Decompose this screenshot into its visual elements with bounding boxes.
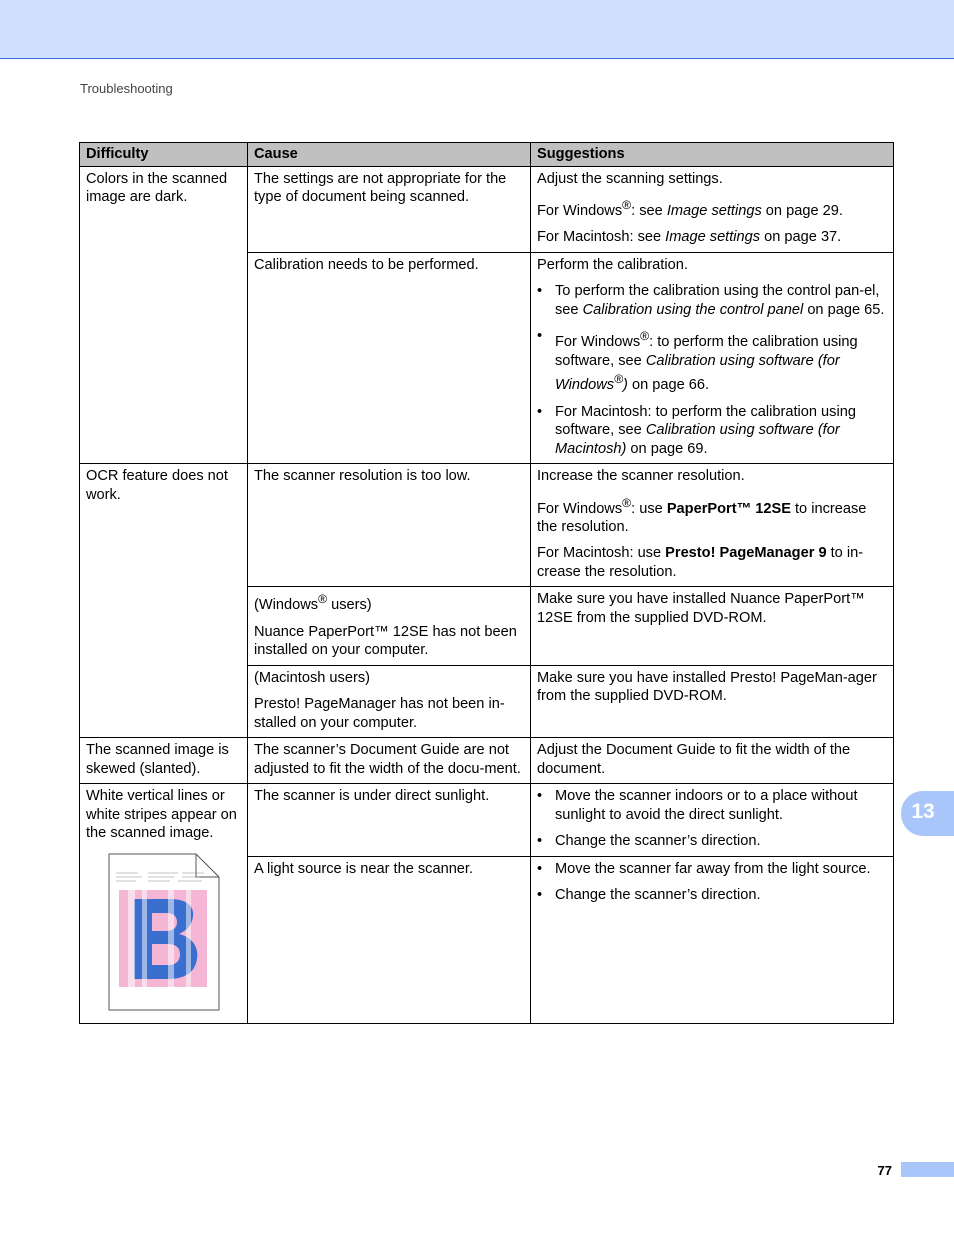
- list-item: • For Windows®: to perform the calibration using software, see Calibration using software (for Windows®) on page 66.: [537, 327, 887, 394]
- column-header-cause: Cause: [248, 143, 531, 167]
- difficulty-cell: The scanned image is skewed (slanted).: [80, 738, 248, 784]
- list-item: • Move the scanner far away from the light source.: [537, 860, 887, 879]
- list-item: • For Macintosh: to perform the calibration using software, see Calibration using software (for Macintosh) on page 69.: [537, 403, 887, 459]
- suggestion-cell: [531, 784, 894, 857]
- table-row: [80, 738, 894, 784]
- suggestion-cell: Increase the scanner resolution. For Windows®: use PaperPort™ 12SE to increase the resolution. For Macintosh: use Presto! PageManager 9 to in-crease the resolution.: [531, 464, 894, 587]
- section-title: Troubleshooting: [80, 81, 173, 96]
- table-row: [80, 784, 894, 857]
- difficulty-cell: White vertical lines or white stripes appear on the scanned image.: [80, 784, 248, 1024]
- bullet-list: [537, 860, 887, 905]
- chapter-number: 13: [911, 800, 935, 823]
- suggestion-cell: [531, 856, 894, 1023]
- cause-cell: The scanner’s Document Guide are not adjusted to fit the width of the docu-ment.: [248, 738, 531, 784]
- cause-cell: (Windows® users) Nuance PaperPort™ 12SE has not been installed on your computer.: [248, 587, 531, 665]
- troubleshooting-table: [79, 142, 894, 1024]
- suggestion-cell: Perform the calibration. • To perform the calibration using the control pan-el, see Calibration using the control panel on page 65. • For Windows®: to perform the calibration using software, see Calibration using software (for Windows®) on page 66. • For Macintosh: to perform the calibration using software, see Calibration using software (for Macintosh) on page 69.: [531, 252, 894, 463]
- suggestion-cell: Make sure you have installed Nuance PaperPort™ 12SE from the supplied DVD-ROM.: [531, 587, 894, 665]
- list-item: • To perform the calibration using the control pan-el, see Calibration using the control panel on page 65.: [537, 282, 887, 319]
- page-number: 77: [877, 1163, 892, 1178]
- cause-cell: A light source is near the scanner.: [248, 856, 531, 1023]
- column-header-difficulty: Difficulty: [80, 143, 248, 167]
- top-header-band: [0, 0, 954, 59]
- suggestion-cell: Make sure you have installed Presto! PageMan-ager from the supplied DVD-ROM.: [531, 665, 894, 738]
- list-item: • Change the scanner’s direction.: [537, 886, 887, 905]
- cause-cell: Calibration needs to be performed.: [248, 252, 531, 463]
- cause-cell: The settings are not appropriate for the type of document being scanned.: [248, 166, 531, 252]
- cause-cell: The scanner resolution is too low.: [248, 464, 531, 587]
- chapter-tab: [901, 791, 954, 836]
- table-row: [80, 166, 894, 252]
- cause-cell: (Macintosh users) Presto! PageManager has not been in-stalled on your computer.: [248, 665, 531, 738]
- cause-cell: The scanner is under direct sunlight.: [248, 784, 531, 857]
- difficulty-cell: OCR feature does not work.: [80, 464, 248, 738]
- list-item: • Move the scanner indoors or to a place without sunlight to avoid the direct sunlight.: [537, 787, 887, 824]
- bullet-list: [537, 787, 887, 851]
- difficulty-cell: Colors in the scanned image are dark.: [80, 166, 248, 464]
- table-row: [80, 464, 894, 587]
- bullet-list: [537, 282, 887, 458]
- suggestion-cell: Adjust the scanning settings. For Windows®: see Image settings on page 29. For Macintosh: see Image settings on page 37.: [531, 166, 894, 252]
- column-header-suggestions: Suggestions: [531, 143, 894, 167]
- suggestion-cell: Adjust the Document Guide to fit the width of the document.: [531, 738, 894, 784]
- page-number-tab: [901, 1162, 954, 1177]
- list-item: • Change the scanner’s direction.: [537, 832, 887, 851]
- striped-scan-illustration: [108, 853, 220, 1011]
- table-header-row: [80, 143, 894, 167]
